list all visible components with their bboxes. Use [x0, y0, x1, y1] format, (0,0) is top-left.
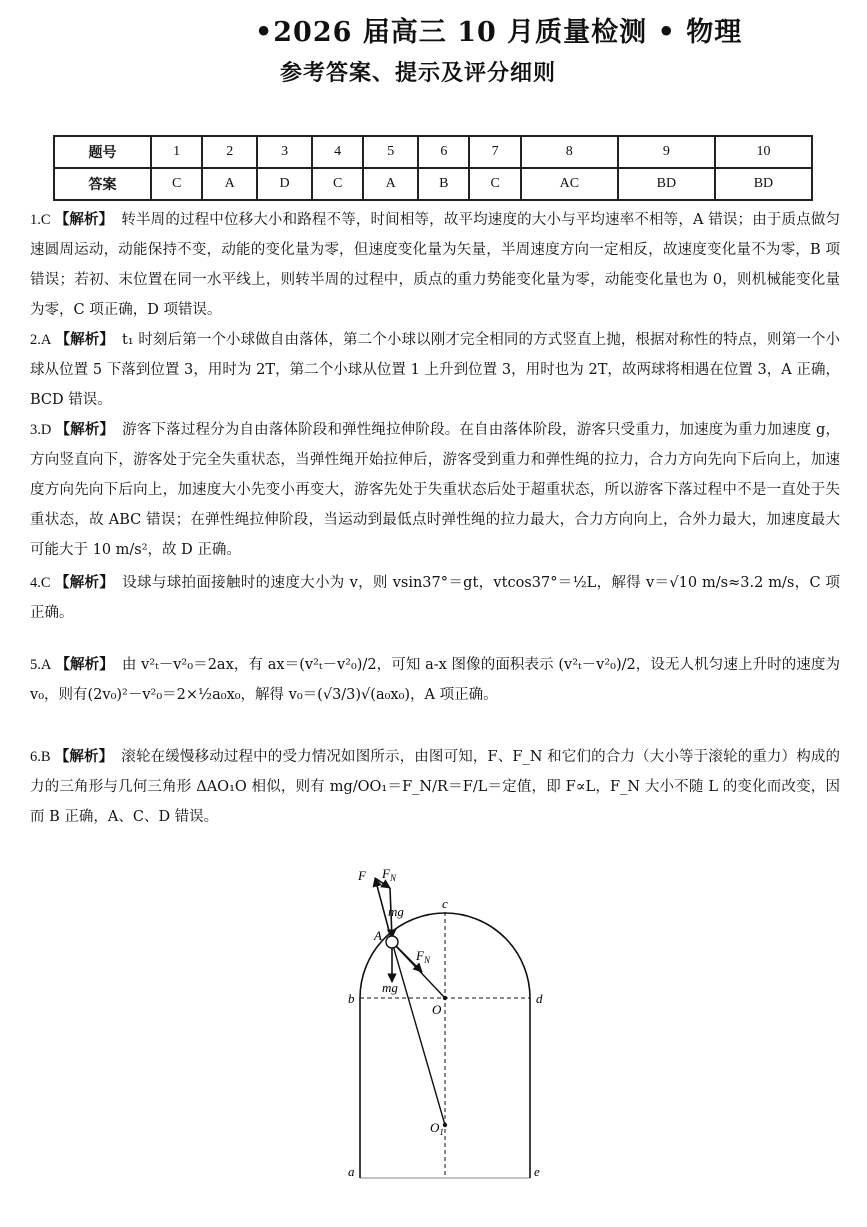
solution-number: 4.C: [30, 575, 51, 591]
question-number-cell: 10: [715, 136, 812, 168]
answer-cell: BD: [715, 168, 812, 200]
solution-4: [30, 568, 840, 628]
question-number-cell: 7: [469, 136, 520, 168]
solution-6: [30, 742, 840, 832]
question-number-cell: 5: [363, 136, 418, 168]
label-o1: $O_1$: [430, 1120, 444, 1137]
solution-text: 转半周的过程中位移大小和路程不等，时间相等，故平均速度的大小与平均速率不相等，A 错误；由于质点做匀速圆周运动，动能保持不变，动能的变化量为零，但速度变化量为矢量，半周速度方向一定相反，故速度变化量不为零，B 项错误；若初、末位置在同一水平线上，则转半周的过程中，质点的重力势能变化量为零，动能变化量也为 0，则机械能变化量为零，C 项正确，D 项错误。: [30, 212, 841, 318]
label-d: d: [536, 991, 543, 1006]
force-diagram-svg: [330, 860, 570, 1190]
answer-cell: B: [418, 168, 469, 200]
answer-cell: AC: [521, 168, 618, 200]
answer-cell: C: [151, 168, 202, 200]
label-e: e: [534, 1164, 540, 1179]
center-point-o: [443, 996, 447, 1000]
label-b: b: [348, 991, 355, 1006]
label-a: A: [374, 928, 382, 943]
label-a-corner: a: [348, 1164, 355, 1179]
page-title: •2026 届高三 10 月质量检测 • 物理: [255, 17, 743, 48]
solution-text: 由 v²ₜ－v²₀＝2ax，有 ax＝(v²ₜ－v²₀)/2，可知 a-x 图像的面积表示 (v²ₜ－v²₀)/2，设无人机匀速上升时的速度为 v₀，则有(2v₀)²－v²₀＝2×½a₀x₀，解得 v₀＝(√3/3)√(a₀x₀)，A 项正确。: [30, 657, 840, 703]
answer-table-number-row: [54, 136, 812, 168]
solution-1: [30, 205, 840, 325]
page-subtitle: 参考答案、提示及评分细则: [280, 60, 557, 86]
answer-table-answer-row: [54, 168, 812, 200]
analysis-tag: 【解析】: [55, 657, 114, 673]
question-number-cell: 2: [202, 136, 257, 168]
solution-2: [30, 325, 840, 415]
solution-number: 3.D: [30, 422, 52, 438]
answer-cell: D: [257, 168, 312, 200]
analysis-tag: 【解析】: [55, 332, 114, 348]
solution-number: 5.A: [30, 657, 52, 673]
question-number-header: 题号: [54, 136, 151, 168]
label-mg-top: mg: [388, 904, 404, 919]
solution-5: [30, 650, 840, 710]
label-o: O: [432, 1002, 442, 1017]
solution-number: 2.A: [30, 332, 52, 348]
solution-number: 6.B: [30, 749, 51, 765]
analysis-tag: 【解析】: [54, 575, 115, 591]
answer-header: 答案: [54, 168, 151, 200]
solution-text: 设球与球拍面接触时的速度大小为 v，则 vsin37°＝gt，vtcos37°＝½L，解得 v＝√10 m/s≈3.2 m/s，C 项正确。: [30, 575, 841, 621]
solution-text: 游客下落过程分为自由落体阶段和弹性绳拉伸阶段。在自由落体阶段，游客只受重力，加速度为重力加速度 g，方向竖直向下，游客处于完全失重状态，当弹性绳开始拉伸后，游客受到重力和弹性绳的拉力，合力方向先向下后向上，加速度方向先向下后向上，加速度大小先变小再变大，游客先处于失重状态后处于超重状态，所以游客下落过程中不是一直处于失重状态，故 ABC 错误；在弹性绳拉伸阶段，当运动到最低点时弹性绳的拉力最大，合力方向向上，合外力最大，加速度最大可能大于 10 m/s²，故 D 正确。: [30, 422, 840, 558]
solution-text: 滚轮在缓慢移动过程中的受力情况如图所示，由图可知，F、F_N 和它们的合力（大小等于滚轮的重力）构成的力的三角形与几何三角形 ΔAO₁O 相似，则有 mg/OO₁＝F_N/R＝F/L＝定值，即 F∝L，F_N 大小不随 L 的变化而改变，因而 B 正确，A、C、D 错误。: [30, 749, 840, 825]
question-number-cell: 4: [312, 136, 363, 168]
question-number-cell: 3: [257, 136, 312, 168]
label-c: c: [442, 896, 448, 911]
solution-text: t₁ 时刻后第一个小球做自由落体，第二个小球以刚才完全相同的方式竖直上抛，根据对称性的特点，则第一个小球从位置 5 下落到位置 3，用时为 2T，第二个小球从位置 1 上升到位置 3，用时也为 2T，故两球将相遇在位置 3，A 正确，BCD 错误。: [30, 332, 841, 408]
label-mg: mg: [382, 980, 398, 995]
question-number-cell: 6: [418, 136, 469, 168]
label-fn-radial: $F_N$: [416, 948, 430, 965]
solution-number: 1.C: [30, 212, 51, 228]
analysis-tag: 【解析】: [55, 422, 115, 438]
roller-circle: [386, 936, 398, 948]
answer-cell: A: [363, 168, 418, 200]
question-number-cell: 8: [521, 136, 618, 168]
answer-table: [53, 135, 813, 201]
solution-3: [30, 415, 840, 565]
label-f: F: [358, 868, 366, 883]
analysis-tag: 【解析】: [54, 749, 114, 765]
force-diagram: [330, 860, 570, 1190]
answer-cell: BD: [618, 168, 715, 200]
answer-cell: A: [202, 168, 257, 200]
question-number-cell: 1: [151, 136, 202, 168]
answer-cell: C: [312, 168, 363, 200]
question-number-cell: 9: [618, 136, 715, 168]
label-fn-top: $F_N$: [382, 866, 396, 883]
answer-cell: C: [469, 168, 520, 200]
analysis-tag: 【解析】: [54, 212, 114, 228]
